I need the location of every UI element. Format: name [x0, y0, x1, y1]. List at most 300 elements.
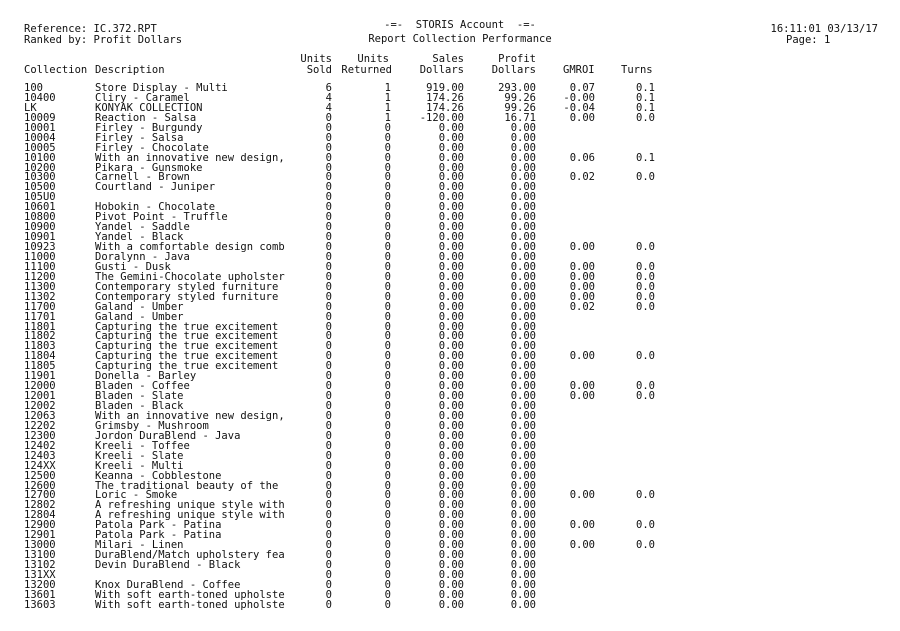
units-returned: 0: [384, 161, 391, 174]
collection-code: 11901: [24, 370, 56, 383]
units-sold: 0: [325, 489, 332, 502]
profit-dollars: 0.00: [510, 310, 536, 323]
sales-dollars: 0.00: [438, 390, 464, 403]
units-returned: 0: [384, 211, 391, 224]
collection-description: Kreeli - Multi: [95, 459, 184, 472]
units-returned: 0: [384, 181, 391, 194]
collection-description: KONYAK COLLECTION: [95, 101, 203, 114]
collection-description: Bladen - Black: [95, 400, 184, 412]
units-sold: 0: [325, 529, 332, 542]
report-title: Report Collection Performance: [368, 33, 552, 45]
turns-value: 0.0: [636, 280, 655, 293]
turns-value: 0.0: [636, 290, 655, 303]
profit-dollars: 0.00: [510, 211, 536, 224]
sales-dollars: 0.00: [438, 380, 464, 393]
collection-code: 10500: [24, 181, 56, 194]
units-returned: 0: [384, 231, 391, 244]
sales-dollars: 0.00: [438, 250, 464, 263]
collection-code: 12900: [24, 519, 56, 532]
collection-code: 12600: [24, 479, 56, 492]
units-returned: 0: [384, 539, 391, 552]
collection-description: Bladen - Slate: [95, 390, 184, 403]
units-sold: 0: [325, 588, 332, 601]
collection-description: Firley - Salsa: [95, 131, 184, 144]
units-sold: 0: [325, 419, 332, 432]
profit-dollars: 0.00: [510, 151, 536, 164]
units-returned: 0: [384, 509, 391, 522]
collection-code: 105U0: [24, 191, 56, 204]
turns-value: 0.1: [636, 101, 655, 114]
units-sold: 0: [325, 280, 332, 293]
gmroi-value: -0.04: [563, 101, 595, 114]
units-sold: 0: [325, 211, 332, 224]
sales-dollars: 0.00: [438, 529, 464, 542]
profit-dollars: 0.00: [510, 201, 536, 214]
profit-dollars: 0.00: [510, 290, 536, 303]
collection-description: Contemporary styled furniture: [95, 290, 279, 303]
sales-dollars: 0.00: [438, 360, 464, 373]
units-sold: 0: [325, 260, 332, 273]
units-sold: 0: [325, 141, 332, 154]
ranked-by-line: [24, 35, 182, 46]
units-sold: 0: [325, 121, 332, 134]
collection-description: Knox DuraBlend - Coffee: [95, 578, 241, 591]
collection-description: Pikara - Gunsmoke: [95, 161, 203, 174]
report-timestamp: 16:11:01 03/13/17: [770, 23, 878, 35]
sales-dollars: 174.26: [426, 101, 464, 114]
collection-code: LK: [24, 101, 37, 114]
sales-dollars: 0.00: [438, 449, 464, 462]
collection-description: Pivot Point - Truffle: [95, 211, 228, 224]
sales-dollars: 0.00: [438, 171, 464, 184]
units-sold: 0: [325, 270, 332, 283]
units-returned: 0: [384, 529, 391, 542]
sales-dollars: 0.00: [438, 320, 464, 333]
sales-dollars: 0.00: [438, 350, 464, 363]
units-returned: 0: [384, 221, 391, 234]
ranked-by-label: Ranked by:: [24, 34, 88, 46]
units-sold: 0: [325, 439, 332, 452]
units-returned: 0: [384, 429, 391, 442]
units-sold: 0: [325, 549, 332, 562]
col-turns-header: Turns: [621, 64, 653, 76]
units-sold: 6: [325, 82, 332, 94]
profit-dollars: 0.00: [510, 578, 536, 591]
sales-dollars: 0.00: [438, 469, 464, 482]
collection-code: 12804: [24, 509, 56, 522]
gmroi-value: 0.00: [569, 539, 595, 552]
units-returned: 0: [384, 419, 391, 432]
gmroi-value: 0.00: [569, 519, 595, 532]
units-returned: 0: [384, 499, 391, 512]
collection-code: 11801: [24, 320, 56, 333]
table-row: [0, 312, 900, 322]
sales-dollars: 0.00: [438, 568, 464, 581]
collection-description: A refreshing unique style with: [95, 499, 285, 512]
collection-description: A refreshing unique style with: [95, 509, 285, 522]
collection-description: Reaction - Salsa: [95, 111, 197, 124]
sales-dollars: 0.00: [438, 141, 464, 154]
sales-dollars: 0.00: [438, 191, 464, 204]
profit-dollars: 0.00: [510, 231, 536, 244]
table-row: [0, 471, 900, 481]
collection-description: Capturing the true excitement: [95, 330, 279, 343]
units-sold: 0: [325, 380, 332, 393]
profit-dollars: 0.00: [510, 260, 536, 273]
collection-code: 12000: [24, 380, 56, 393]
profit-dollars: 0.00: [510, 250, 536, 263]
sales-dollars: 0.00: [438, 221, 464, 234]
collection-description: Loric - Smoke: [95, 489, 178, 502]
reference-label: Reference:: [24, 23, 88, 35]
units-returned: 0: [384, 151, 391, 164]
units-returned: 0: [384, 121, 391, 134]
collection-code: 12001: [24, 390, 56, 403]
collection-description: Cliry - Caramel: [95, 91, 190, 104]
gmroi-value: 0.00: [569, 270, 595, 283]
sales-dollars: 0.00: [438, 231, 464, 244]
profit-dollars: 0.00: [510, 171, 536, 184]
turns-value: 0.1: [636, 82, 655, 94]
sales-dollars: 0.00: [438, 559, 464, 571]
collection-description: Capturing the true excitement: [95, 360, 279, 373]
profit-dollars: 16.71: [504, 111, 536, 124]
collection-description: Patola Park - Patina: [95, 529, 222, 542]
collection-description: Hobokin - Chocolate: [95, 201, 216, 214]
profit-dollars: 0.00: [510, 390, 536, 403]
profit-dollars: 0.00: [510, 469, 536, 482]
collection-description: With an innovative new design,: [95, 151, 285, 164]
units-returned: 0: [384, 171, 391, 184]
profit-dollars: 0.00: [510, 598, 536, 611]
units-sold: 0: [325, 320, 332, 333]
sales-dollars: 0.00: [438, 340, 464, 353]
sales-dollars: 0.00: [438, 479, 464, 492]
profit-dollars: 99.26: [504, 101, 536, 114]
collection-description: Contemporary styled furniture: [95, 280, 279, 293]
collection-code: 11804: [24, 350, 56, 363]
collection-description: Jordon DuraBlend - Java: [95, 429, 241, 442]
collection-code: 13200: [24, 578, 56, 591]
units-returned: 0: [384, 578, 391, 591]
collection-code: 12300: [24, 429, 56, 442]
collection-description: With soft earth-toned upholste: [95, 588, 285, 601]
profit-dollars: 0.00: [510, 241, 536, 253]
gmroi-value: 0.06: [569, 151, 595, 164]
gmroi-value: -0.00: [563, 91, 595, 104]
col-profit-dollars-header: Profit Dollars: [491, 53, 536, 76]
sales-dollars: 0.00: [438, 439, 464, 452]
profit-dollars: 0.00: [510, 439, 536, 452]
collection-description: The traditional beauty of the: [95, 479, 279, 492]
collection-description: Galand - Umber: [95, 300, 184, 313]
units-returned: 0: [384, 280, 391, 293]
units-returned: 0: [384, 290, 391, 303]
collection-code: 12063: [24, 409, 56, 422]
units-returned: 0: [384, 449, 391, 462]
collection-description: Bladen - Coffee: [95, 380, 190, 393]
units-sold: 0: [325, 231, 332, 244]
profit-dollars: 0.00: [510, 320, 536, 333]
units-returned: 0: [384, 559, 391, 571]
units-sold: 0: [325, 250, 332, 263]
col-description-header: Description: [95, 64, 165, 76]
collection-code: 10009: [24, 111, 56, 124]
units-sold: 0: [325, 598, 332, 611]
units-returned: 0: [384, 409, 391, 422]
sales-dollars: 0.00: [438, 280, 464, 293]
units-returned: 0: [384, 131, 391, 144]
sales-dollars: 0.00: [438, 270, 464, 283]
collection-code: 131XX: [24, 568, 56, 581]
units-sold: 0: [325, 330, 332, 343]
units-returned: 0: [384, 300, 391, 313]
collection-code: 11700: [24, 300, 56, 313]
collection-code: 10001: [24, 121, 56, 134]
profit-dollars: 0.00: [510, 419, 536, 432]
profit-dollars: 293.00: [498, 82, 536, 94]
collection-code: 12500: [24, 469, 56, 482]
units-sold: 0: [325, 568, 332, 581]
turns-value: 0.0: [636, 270, 655, 283]
col-collection-header: Collection: [24, 64, 88, 76]
collection-code: 10100: [24, 151, 56, 164]
profit-dollars: 0.00: [510, 340, 536, 353]
units-sold: 0: [325, 499, 332, 512]
collection-description: Yandel - Saddle: [95, 221, 190, 234]
units-sold: 0: [325, 400, 332, 412]
profit-dollars: 0.00: [510, 519, 536, 532]
turns-value: 0.1: [636, 151, 655, 164]
units-sold: 0: [325, 181, 332, 194]
profit-dollars: 0.00: [510, 509, 536, 522]
profit-dollars: 0.00: [510, 380, 536, 393]
sales-dollars: 0.00: [438, 211, 464, 224]
sales-dollars: 0.00: [438, 429, 464, 442]
collection-description: Firley - Chocolate: [95, 141, 209, 154]
collection-code: 100: [24, 82, 43, 94]
units-sold: 0: [325, 290, 332, 303]
units-sold: 0: [325, 131, 332, 144]
col-sales-dollars-header: Sales Dollars: [419, 53, 464, 76]
collection-code: 12802: [24, 499, 56, 512]
table-row: [0, 600, 900, 610]
collection-code: 10923: [24, 241, 56, 253]
collection-code: 13102: [24, 559, 56, 571]
gmroi-value: 0.00: [569, 241, 595, 253]
units-returned: 0: [384, 588, 391, 601]
collection-code: 10005: [24, 141, 56, 154]
collection-code: 124XX: [24, 459, 56, 472]
units-sold: 0: [325, 151, 332, 164]
gmroi-value: 0.00: [569, 380, 595, 393]
units-sold: 0: [325, 539, 332, 552]
collection-description: Gusti - Dusk: [95, 260, 171, 273]
collection-description: DuraBlend/Match upholstery fea: [95, 549, 285, 562]
collection-code: 12402: [24, 439, 56, 452]
units-returned: 0: [384, 370, 391, 383]
gmroi-value: 0.00: [569, 350, 595, 363]
col-units-sold-header: Units Sold: [300, 53, 332, 76]
units-returned: 0: [384, 519, 391, 532]
units-sold: 0: [325, 221, 332, 234]
units-returned: 0: [384, 350, 391, 363]
sales-dollars: 0.00: [438, 161, 464, 174]
collection-description: With soft earth-toned upholste: [95, 598, 285, 611]
units-sold: 0: [325, 370, 332, 383]
turns-value: 0.0: [636, 111, 655, 124]
profit-dollars: 0.00: [510, 330, 536, 343]
collection-code: 11802: [24, 330, 56, 343]
collection-code: 12002: [24, 400, 56, 412]
profit-dollars: 0.00: [510, 479, 536, 492]
units-sold: 0: [325, 479, 332, 492]
collection-code: 10900: [24, 221, 56, 234]
collection-code: 11200: [24, 270, 56, 283]
units-sold: 0: [325, 340, 332, 353]
col-gmroi-header: GMROI: [563, 64, 595, 76]
collection-code: 10800: [24, 211, 56, 224]
reference-value: IC.372.RPT: [93, 23, 157, 35]
sales-dollars: 0.00: [438, 588, 464, 601]
collection-code: 12700: [24, 489, 56, 502]
collection-code: 11803: [24, 340, 56, 353]
sales-dollars: 0.00: [438, 201, 464, 214]
turns-value: 0.1: [636, 91, 655, 104]
collection-description: With an innovative new design,: [95, 409, 285, 422]
collection-code: 13000: [24, 539, 56, 552]
sales-dollars: 0.00: [438, 330, 464, 343]
units-sold: 0: [325, 300, 332, 313]
collection-code: 11100: [24, 260, 56, 273]
collection-code: 11302: [24, 290, 56, 303]
collection-description: Galand - Umber: [95, 310, 184, 323]
profit-dollars: 0.00: [510, 350, 536, 363]
turns-value: 0.0: [636, 539, 655, 552]
turns-value: 0.0: [636, 260, 655, 273]
profit-dollars: 0.00: [510, 489, 536, 502]
profit-dollars: 0.00: [510, 499, 536, 512]
collection-code: 13603: [24, 598, 56, 611]
units-returned: 0: [384, 390, 391, 403]
units-sold: 0: [325, 350, 332, 363]
collection-description: Patola Park - Patina: [95, 519, 222, 532]
profit-dollars: 0.00: [510, 270, 536, 283]
units-returned: 0: [384, 469, 391, 482]
units-sold: 0: [325, 519, 332, 532]
turns-value: 0.0: [636, 350, 655, 363]
units-returned: 0: [384, 360, 391, 373]
collection-code: 11000: [24, 250, 56, 263]
units-sold: 0: [325, 429, 332, 442]
collection-code: 10300: [24, 171, 56, 184]
profit-dollars: 0.00: [510, 181, 536, 194]
profit-dollars: 0.00: [510, 459, 536, 472]
units-returned: 1: [384, 111, 391, 124]
units-returned: 0: [384, 320, 391, 333]
profit-dollars: 0.00: [510, 559, 536, 571]
units-sold: 4: [325, 101, 332, 114]
collection-code: 12901: [24, 529, 56, 542]
units-returned: 0: [384, 380, 391, 393]
collection-code: 12403: [24, 449, 56, 462]
turns-value: 0.0: [636, 390, 655, 403]
collection-description: Carnell - Brown: [95, 171, 190, 184]
sales-dollars: 0.00: [438, 241, 464, 253]
units-returned: 1: [384, 82, 391, 94]
collection-description: With a comfortable design comb: [95, 241, 285, 253]
profit-dollars: 0.00: [510, 370, 536, 383]
collection-description: Store Display - Multi: [95, 82, 228, 94]
sales-dollars: 0.00: [438, 598, 464, 611]
units-sold: 0: [325, 449, 332, 462]
profit-dollars: 0.00: [510, 191, 536, 204]
units-sold: 0: [325, 459, 332, 472]
collection-description: Doralynn - Java: [95, 250, 190, 263]
units-returned: 0: [384, 250, 391, 263]
sales-dollars: 0.00: [438, 300, 464, 313]
profit-dollars: 0.00: [510, 161, 536, 174]
report-table: [0, 83, 900, 610]
collection-code: 11805: [24, 360, 56, 373]
profit-dollars: 0.00: [510, 449, 536, 462]
sales-dollars: 0.00: [438, 181, 464, 194]
units-sold: 0: [325, 310, 332, 323]
profit-dollars: 0.00: [510, 141, 536, 154]
sales-dollars: 0.00: [438, 400, 464, 412]
sales-dollars: 0.00: [438, 549, 464, 562]
units-returned: 0: [384, 400, 391, 412]
profit-dollars: 0.00: [510, 360, 536, 373]
units-sold: 0: [325, 559, 332, 571]
sales-dollars: 0.00: [438, 419, 464, 432]
units-sold: 0: [325, 191, 332, 204]
collection-description: Kreeli - Slate: [95, 449, 184, 462]
profit-dollars: 0.00: [510, 568, 536, 581]
profit-dollars: 0.00: [510, 588, 536, 601]
collection-code: 10004: [24, 131, 56, 144]
collection-code: 10200: [24, 161, 56, 174]
gmroi-value: 0.02: [569, 171, 595, 184]
sales-dollars: 0.00: [438, 131, 464, 144]
units-returned: 0: [384, 191, 391, 204]
units-sold: 4: [325, 91, 332, 104]
gmroi-value: 0.00: [569, 290, 595, 303]
page-number: 1: [823, 34, 831, 46]
gmroi-value: 0.00: [569, 260, 595, 273]
collection-description: Firley - Burgundy: [95, 121, 203, 134]
sales-dollars: -120.00: [419, 111, 464, 124]
collection-code: 13100: [24, 549, 56, 562]
units-returned: 1: [384, 91, 391, 104]
profit-dollars: 0.00: [510, 529, 536, 542]
sales-dollars: 0.00: [438, 519, 464, 532]
turns-value: 0.0: [636, 489, 655, 502]
sales-dollars: 0.00: [438, 370, 464, 383]
profit-dollars: 0.00: [510, 539, 536, 552]
collection-description: The Gemini-Chocolate upholster: [95, 270, 285, 283]
sales-dollars: 0.00: [438, 310, 464, 323]
collection-description: Yandel - Black: [95, 231, 184, 244]
report-account-title: -=- STORIS Account -=-: [384, 19, 536, 31]
collection-code: 11701: [24, 310, 56, 323]
sales-dollars: 0.00: [438, 290, 464, 303]
units-returned: 0: [384, 310, 391, 323]
sales-dollars: 0.00: [438, 409, 464, 422]
gmroi-value: 0.00: [569, 489, 595, 502]
gmroi-value: 0.00: [569, 111, 595, 124]
collection-description: Milari - Linen: [95, 539, 184, 552]
